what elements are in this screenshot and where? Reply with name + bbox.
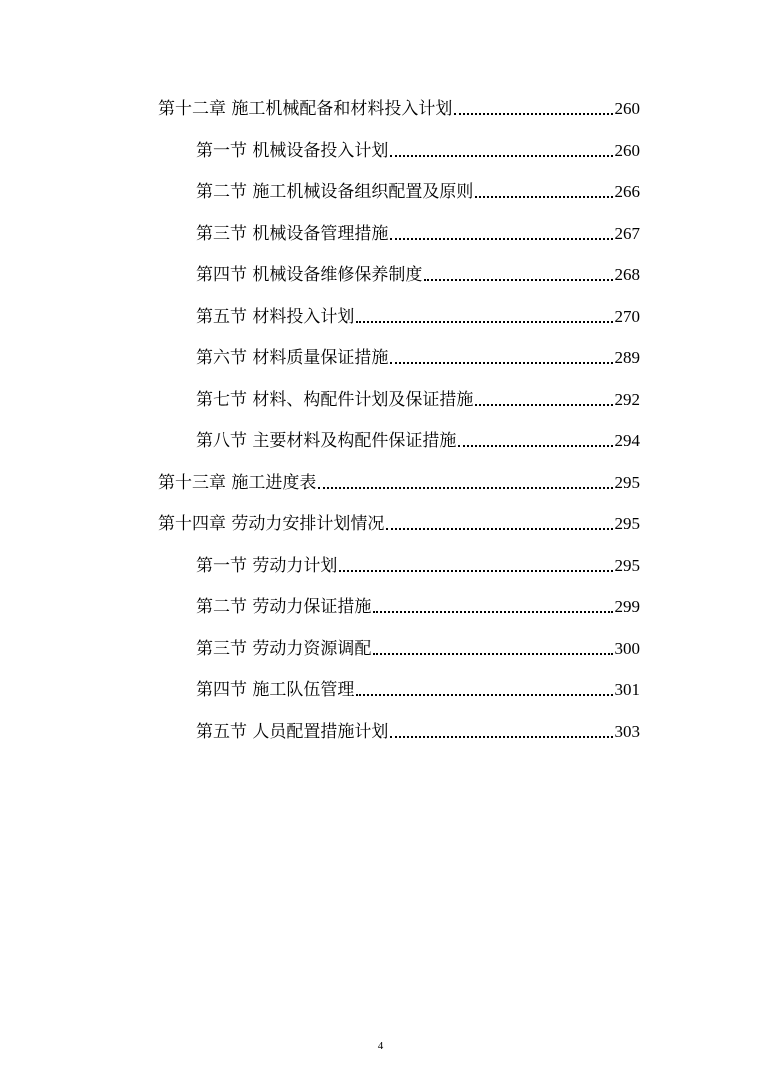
toc-entry-label: 第二节 劳动力保证措施 <box>196 597 372 617</box>
toc-leader-dots <box>454 112 612 115</box>
toc-entry[interactable] <box>196 223 640 245</box>
toc-entry[interactable] <box>196 264 640 286</box>
toc-entry-label: 第二节 施工机械设备组织配置及原则 <box>196 182 474 202</box>
toc-entry-page: 294 <box>614 431 640 450</box>
toc-leader-dots <box>390 237 612 240</box>
toc-entry-page: 295 <box>614 514 640 533</box>
toc-entry-page: 270 <box>614 307 640 326</box>
toc-leader-dots <box>386 527 612 530</box>
toc-entry-page: 295 <box>614 473 640 492</box>
toc-entry-page: 292 <box>614 390 640 409</box>
toc-entry-page: 301 <box>614 680 640 699</box>
toc-leader-dots <box>373 652 612 655</box>
toc-leader-dots <box>390 154 612 157</box>
toc-entry[interactable] <box>196 555 640 577</box>
toc-leader-dots <box>475 195 612 198</box>
toc-entry[interactable] <box>196 679 640 701</box>
toc-entry[interactable] <box>196 721 640 743</box>
toc-entry[interactable] <box>158 472 640 494</box>
toc-entry-page: 300 <box>614 639 640 658</box>
toc-entry[interactable] <box>196 140 640 162</box>
toc-entry-page: 299 <box>614 597 640 616</box>
toc-leader-dots <box>475 403 612 406</box>
toc-entry[interactable] <box>158 98 640 120</box>
toc-entry[interactable] <box>196 306 640 328</box>
toc-entry-page: 289 <box>614 348 640 367</box>
toc-entry-page: 260 <box>614 141 640 160</box>
toc-leader-dots <box>373 610 612 613</box>
toc-entry-label: 第一节 劳动力计划 <box>196 556 338 576</box>
toc-entry[interactable] <box>196 181 640 203</box>
toc-leader-dots <box>356 320 612 323</box>
toc-leader-dots <box>424 278 612 281</box>
toc-entry[interactable] <box>196 596 640 618</box>
toc-leader-dots <box>318 486 612 489</box>
toc-entry-page: 267 <box>614 224 640 243</box>
toc-entry[interactable] <box>196 389 640 411</box>
toc-entry-label: 第三节 劳动力资源调配 <box>196 639 372 659</box>
toc-leader-dots <box>458 444 612 447</box>
toc-entry-label: 第八节 主要材料及构配件保证措施 <box>196 431 457 451</box>
toc-leader-dots <box>339 569 612 572</box>
page-number: 4 <box>377 1040 384 1052</box>
toc-leader-dots <box>390 735 612 738</box>
toc-entry-page: 268 <box>614 265 640 284</box>
toc-entry-page: 303 <box>614 722 640 741</box>
toc-entry-label: 第五节 材料投入计划 <box>196 307 355 327</box>
toc-entry-label: 第十二章 施工机械配备和材料投入计划 <box>158 99 453 119</box>
toc-entry[interactable] <box>196 638 640 660</box>
toc-entry-label: 第三节 机械设备管理措施 <box>196 224 389 244</box>
toc-entry-label: 第四节 机械设备维修保养制度 <box>196 265 423 285</box>
toc-entry-page: 260 <box>614 99 640 118</box>
toc-entry-label: 第五节 人员配置措施计划 <box>196 722 389 742</box>
toc-entry-label: 第七节 材料、构配件计划及保证措施 <box>196 390 474 410</box>
toc-leader-dots <box>356 693 612 696</box>
toc-entry-label: 第十四章 劳动力安排计划情况 <box>158 514 385 534</box>
toc-entry-page: 295 <box>614 556 640 575</box>
toc-entry-label: 第六节 材料质量保证措施 <box>196 348 389 368</box>
toc-leader-dots <box>390 361 612 364</box>
toc-entry[interactable] <box>196 347 640 369</box>
toc-entry[interactable] <box>158 513 640 535</box>
toc-entry-label: 第四节 施工队伍管理 <box>196 680 355 700</box>
toc-entry-label: 第一节 机械设备投入计划 <box>196 141 389 161</box>
toc-entry[interactable] <box>196 430 640 452</box>
toc-entry-label: 第十三章 施工进度表 <box>158 473 317 493</box>
toc-entry-page: 266 <box>614 182 640 201</box>
